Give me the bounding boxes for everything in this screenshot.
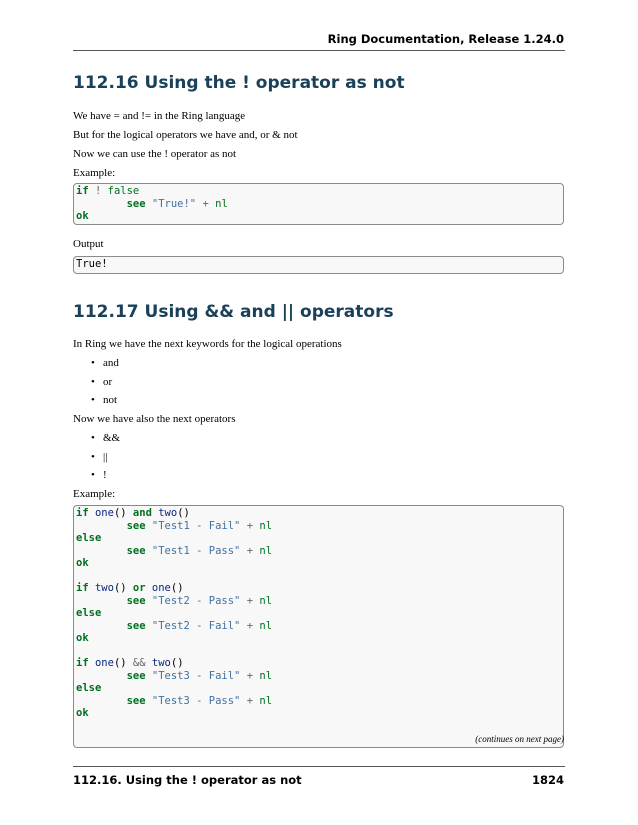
code-line: see "True!" + nl	[126, 197, 228, 210]
code-line: ok	[76, 707, 89, 719]
header-rule	[73, 50, 565, 51]
code-line: ok	[76, 632, 89, 644]
code-line: see "Test1 - Fail" + nl	[126, 519, 273, 532]
code-line: else	[76, 532, 102, 544]
page-number: 1824	[531, 773, 564, 787]
output-line: True!	[76, 258, 108, 270]
paragraph: Now we can use the ! operator as not	[73, 148, 237, 160]
code-line: ok	[76, 210, 89, 222]
code-block-not-example	[73, 183, 564, 225]
example-label: Example:	[73, 167, 116, 179]
code-line: see "Test2 - Pass" + nl	[126, 594, 273, 607]
code-line: else	[76, 682, 102, 694]
list-item: • and	[91, 357, 119, 369]
list-item: • not	[91, 394, 118, 406]
list-item: • ||	[91, 451, 108, 463]
list-item: • &&	[91, 432, 121, 444]
code-line: see "Test2 - Fail" + nl	[126, 619, 273, 632]
code-line: see "Test3 - Pass" + nl	[126, 694, 273, 707]
paragraph: But for the logical operators we have and, or & not	[73, 129, 298, 141]
paragraph: In Ring we have the next keywords for the logical operations	[73, 338, 342, 350]
example-label: Example:	[73, 488, 116, 500]
code-block-operators-example	[73, 505, 564, 748]
list-item: • !	[91, 469, 107, 481]
running-header: Ring Documentation, Release 1.24.0	[327, 32, 564, 46]
code-line: see "Test3 - Fail" + nl	[126, 669, 273, 682]
output-block	[73, 256, 564, 274]
code-line: if one() && two()	[76, 657, 184, 669]
section-heading-112-16: 112.16 Using the ! operator as not	[73, 73, 405, 93]
code-line: see "Test1 - Pass" + nl	[126, 544, 273, 557]
code-line	[76, 645, 563, 658]
code-line: if one() and two()	[76, 507, 190, 519]
code-line: if two() or one()	[76, 582, 184, 594]
continues-note: (continues on next page)	[475, 734, 564, 744]
code-line: ok	[76, 557, 89, 569]
footer-rule	[73, 766, 565, 767]
paragraph: We have = and != in the Ring language	[73, 110, 246, 122]
footer-section-title: 112.16. Using the ! operator as not	[73, 773, 302, 787]
paragraph: Now we have also the next operators	[73, 413, 236, 425]
section-heading-112-17: 112.17 Using && and || operators	[73, 302, 394, 322]
output-label: Output	[73, 238, 104, 250]
list-item: • or	[91, 376, 113, 388]
code-line	[76, 570, 563, 583]
code-line: if ! false	[76, 185, 140, 197]
code-line: else	[76, 607, 102, 619]
